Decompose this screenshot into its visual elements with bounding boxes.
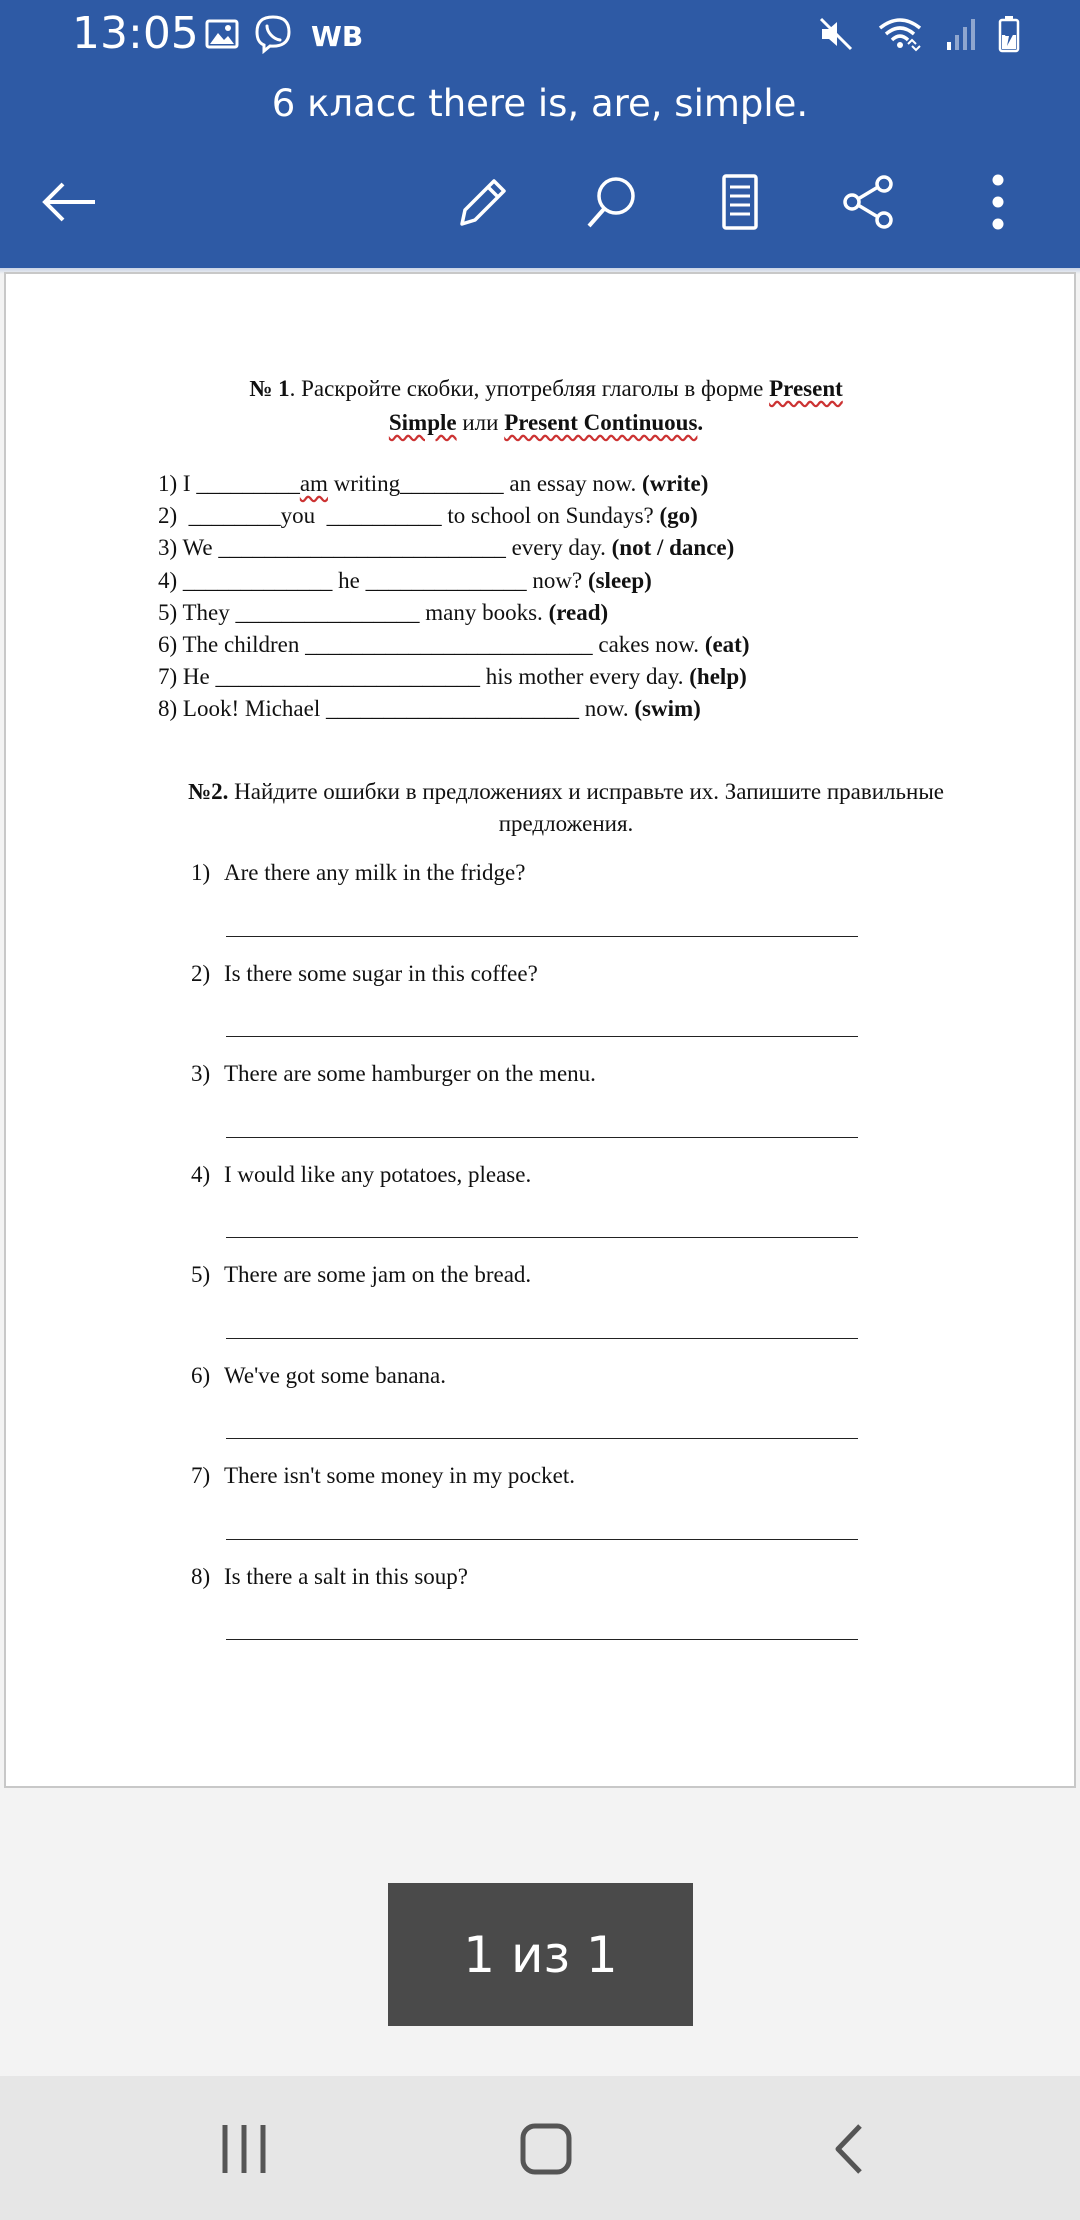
exercise-2-item [191,1363,446,1389]
exercise-1-item [158,597,750,629]
verb-hint: (read) [548,599,609,625]
item-text-rest: writing_________ an essay now. [327,471,643,496]
back-icon [828,2122,868,2181]
verb-hint: (go) [659,503,698,529]
verb-hint: (sleep) [587,567,652,593]
item-text: 7) He _______________________ his mother every day. [158,664,690,690]
exercise-2-item [191,961,538,987]
status-right-icons [818,14,1020,59]
viber-icon [253,14,293,59]
edit-button[interactable] [450,172,514,236]
verb-hint: (help) [689,664,747,690]
exercise-1-instruction: . Раскройте скобки, употребляя глаголы в форме [289,376,770,401]
search-button[interactable] [580,172,644,236]
item-number: 6) [191,1363,211,1388]
exercise-2-item [191,1463,575,1489]
nav-back-button[interactable] [818,2121,878,2181]
item-number: 1) [191,860,211,885]
item-number: 8) [191,1564,211,1589]
heading-period: . [697,410,704,435]
item-text: 6) The children _________________________ cakes now. [158,631,705,657]
navigation-bar [0,2076,1080,2220]
exercise-2-item [191,860,525,886]
or-word: или [456,410,505,435]
status-bar [0,0,1080,72]
present-term: Present [769,376,843,401]
item-text: 3) We _________________________ every day. [158,535,612,561]
exercise-2-item [191,1564,468,1590]
more-vertical-icon [968,172,1028,237]
verb-hint: (swim) [634,696,701,722]
exercise-1-list [158,468,750,726]
answer-line [226,1639,858,1640]
item-number: 4) [191,1162,211,1187]
recent-apps-button[interactable] [214,2121,274,2181]
document-page[interactable] [4,272,1076,1788]
answer-line [226,1539,858,1540]
document-title: 6 класс there is, are, simple. [271,82,809,125]
exercise-2-item [191,1162,531,1188]
answer-line [226,936,858,937]
item-text: Are there any milk in the fridge? [224,860,526,885]
item-number: 3) [191,1061,211,1086]
gallery-icon [205,17,239,56]
share-button[interactable] [836,172,900,236]
exercise-2-item [191,1061,596,1087]
reading-view-icon [710,172,770,237]
exercise-2-number: №2. [188,779,229,804]
item-text: There isn't some money in my pocket. [224,1463,575,1488]
status-left-icons [205,14,363,59]
present-continuous-term: Present Continuous [504,410,698,435]
exercise-2-item [191,1262,531,1288]
page-indicator: 1 из 1 [388,1883,693,2026]
back-button[interactable] [37,172,101,236]
app-bar [0,72,1080,268]
verb-hint: (eat) [704,631,750,657]
exercise-1-number: № 1 [249,376,290,401]
share-icon [838,172,898,237]
verb-hint: (not / dance) [611,535,735,561]
home-button[interactable] [516,2121,576,2181]
answer-line [226,1036,858,1037]
item-number: 2) [191,961,211,986]
answer-line [226,1237,858,1238]
exercise-1-heading [166,372,926,440]
exercise-2-heading [126,776,1006,840]
mute-icon [818,16,854,57]
signal-icon [946,16,976,57]
battery-charging-icon [998,15,1020,58]
item-text: 1) I _________ [158,471,300,496]
more-options-button[interactable] [966,172,1030,236]
exercise-1-item [158,693,750,725]
item-text: 2) ________you __________ to school on Sundays? [158,503,660,529]
item-text: There are some hamburger on the menu. [224,1061,596,1086]
back-arrow-icon [39,172,99,237]
edit-pencil-icon [452,172,512,237]
item-text: We've got some banana. [224,1363,446,1388]
item-text: Is there some sugar in this coffee? [224,961,538,986]
exercise-1-item [158,532,750,564]
reading-view-button[interactable] [708,172,772,236]
carrier-label: WB [311,20,364,53]
verb-hint: (write) [642,471,709,496]
search-icon [582,172,642,237]
item-text: Is there a salt in this soup? [224,1564,469,1589]
exercise-2-instruction: Найдите ошибки в предложениях и исправьте их. Запишите правильные предложения. [228,779,944,836]
item-text: 5) They ________________ many books. [158,599,549,625]
item-text: 8) Look! Michael ______________________ now. [158,696,635,722]
exercise-1-item [158,661,750,693]
item-text: I would like any potatoes, please. [224,1162,532,1187]
handwritten-answer: am [299,471,328,496]
recent-apps-icon [219,2122,269,2181]
item-number: 5) [191,1262,211,1287]
item-number: 7) [191,1463,211,1488]
item-text: There are some jam on the bread. [224,1262,532,1287]
status-time: 13:05 [72,8,199,59]
home-icon [519,2122,573,2181]
answer-line [226,1438,858,1439]
exercise-1-item [158,468,750,500]
exercise-1-item [158,500,750,532]
exercise-1-item [158,629,750,661]
answer-line [226,1137,858,1138]
simple-term: Simple [388,410,457,435]
exercise-1-item [158,565,750,597]
answer-line [226,1338,858,1339]
item-text: 4) _____________ he ______________ now? [158,567,588,593]
wifi-icon [876,14,924,59]
